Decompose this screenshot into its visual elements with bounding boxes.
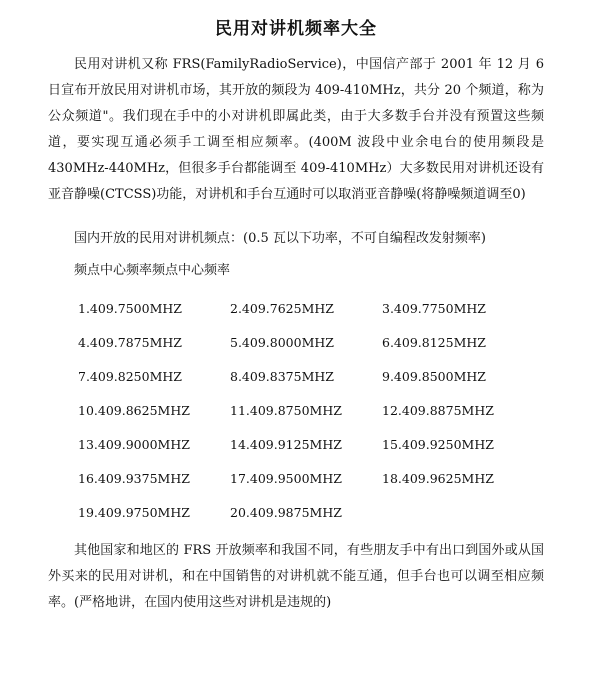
frequency-item: 19.409.9750MHZ — [78, 505, 190, 520]
frequency-item: 10.409.8625MHZ — [78, 403, 190, 418]
closing-paragraph: 其他国家和地区的 FRS 开放频率和我国不同，有些朋友手中有出口到国外或从国外买来的民用对讲机，和在中国销售的对讲机就不能互通，但手台也可以调至相应频率。(严格地讲，在国内使用这些对讲机是违规的) — [48, 543, 544, 610]
frequency-item: 11.409.8750MHZ — [230, 403, 342, 418]
frequency-item: 18.409.9625MHZ — [382, 471, 494, 486]
frequency-item: 17.409.9500MHZ — [230, 471, 342, 486]
frequency-item: 14.409.9125MHZ — [230, 437, 342, 452]
frequency-item: 4.409.7875MHZ — [78, 335, 182, 350]
frequency-item: 12.409.8875MHZ — [382, 403, 494, 418]
frequency-item: 3.409.7750MHZ — [382, 301, 486, 316]
document-title: 民用对讲机频率大全 — [215, 19, 377, 39]
frequency-list — [78, 292, 544, 530]
intro-paragraph: 民用对讲机又称 FRS(FamilyRadioService)，中国信产部于 2001 年 12 月 6 日宣布开放民用对讲机市场，其开放的频段为 409-410MHz，共分 20 个频道，称为公众频道"。我们现在手中的小对讲机即属此类，由于大多数手台并没有预置这些频道，要实现互通必须手工调至相应频率。(400M 波段中业余电台的使用频段是430MHz-440MHz，但很多手台都能调至 409-410MHz）大多数民用对讲机还设有亚音静噪(CTCSS)功能，对讲机和手台互通时可以取消亚音静噪(将静噪频道调至0) — [48, 57, 544, 202]
frequency-item: 5.409.8000MHZ — [230, 335, 334, 350]
frequency-item: 15.409.9250MHZ — [382, 437, 494, 452]
frequency-item: 6.409.8125MHZ — [382, 335, 486, 350]
frequency-item: 1.409.7500MHZ — [78, 301, 182, 316]
frequency-item: 7.409.8250MHZ — [78, 369, 182, 384]
frequency-item: 8.409.8375MHZ — [230, 369, 334, 384]
open-frequency-heading: 国内开放的民用对讲机频点：(0.5 瓦以下功率，不可自编程改发射频率) — [74, 231, 486, 246]
frequency-item: 20.409.9875MHZ — [230, 505, 342, 520]
frequency-item: 16.409.9375MHZ — [78, 471, 190, 486]
frequency-item: 13.409.9000MHZ — [78, 437, 190, 452]
frequency-table-header: 频点中心频率频点中心频率 — [74, 263, 231, 278]
frequency-item: 9.409.8500MHZ — [382, 369, 486, 384]
frequency-item: 2.409.7625MHZ — [230, 301, 334, 316]
